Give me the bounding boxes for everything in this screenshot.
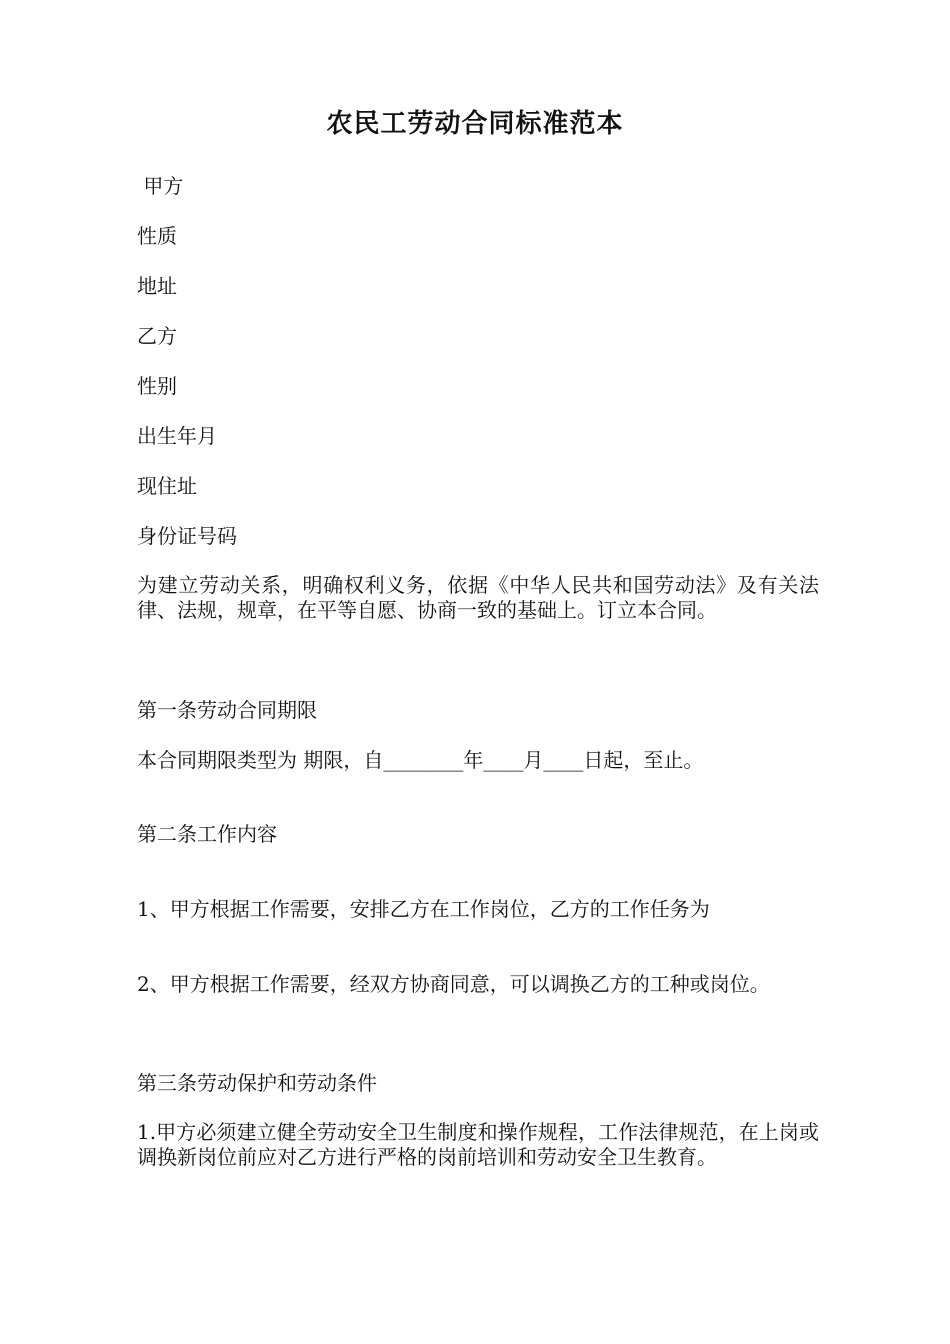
field-gender: 性别: [137, 374, 177, 398]
field-party-b: 乙方: [137, 324, 177, 348]
article3-heading: 第三条劳动保护和劳动条件: [137, 1071, 377, 1095]
field-id-number: 身份证号码: [137, 524, 237, 548]
field-address: 地址: [137, 274, 177, 298]
article1-text: 本合同期限类型为 期限，自________年____月____日起，至止。: [137, 748, 704, 772]
article2-item1: 1、甲方根据工作需要，安排乙方在工作岗位，乙方的工作任务为: [137, 897, 710, 921]
document-title: 农民工劳动合同标准范本: [326, 109, 624, 139]
article2-item2: 2、甲方根据工作需要，经双方协商同意，可以调换乙方的工种或岗位。: [137, 972, 770, 996]
field-party-a: 甲方: [137, 174, 184, 198]
article1-heading: 第一条劳动合同期限: [137, 698, 317, 722]
article2-heading: 第二条工作内容: [137, 822, 277, 846]
field-birth: 出生年月: [137, 424, 217, 448]
preamble-paragraph: 为建立劳动关系，明确权利义务，依据《中华人民共和国劳动法》及有关法律、法规，规章，在平等自愿、协商一致的基础上。订立本合同。: [137, 573, 819, 622]
field-current-address: 现住址: [137, 474, 197, 498]
article3-item1: 1.甲方必须建立健全劳动安全卫生制度和操作规程，工作法律规范，在上岗或调换新岗位前应对乙方进行严格的岗前培训和劳动安全卫生教育。: [137, 1120, 819, 1169]
field-nature: 性质: [137, 224, 177, 248]
